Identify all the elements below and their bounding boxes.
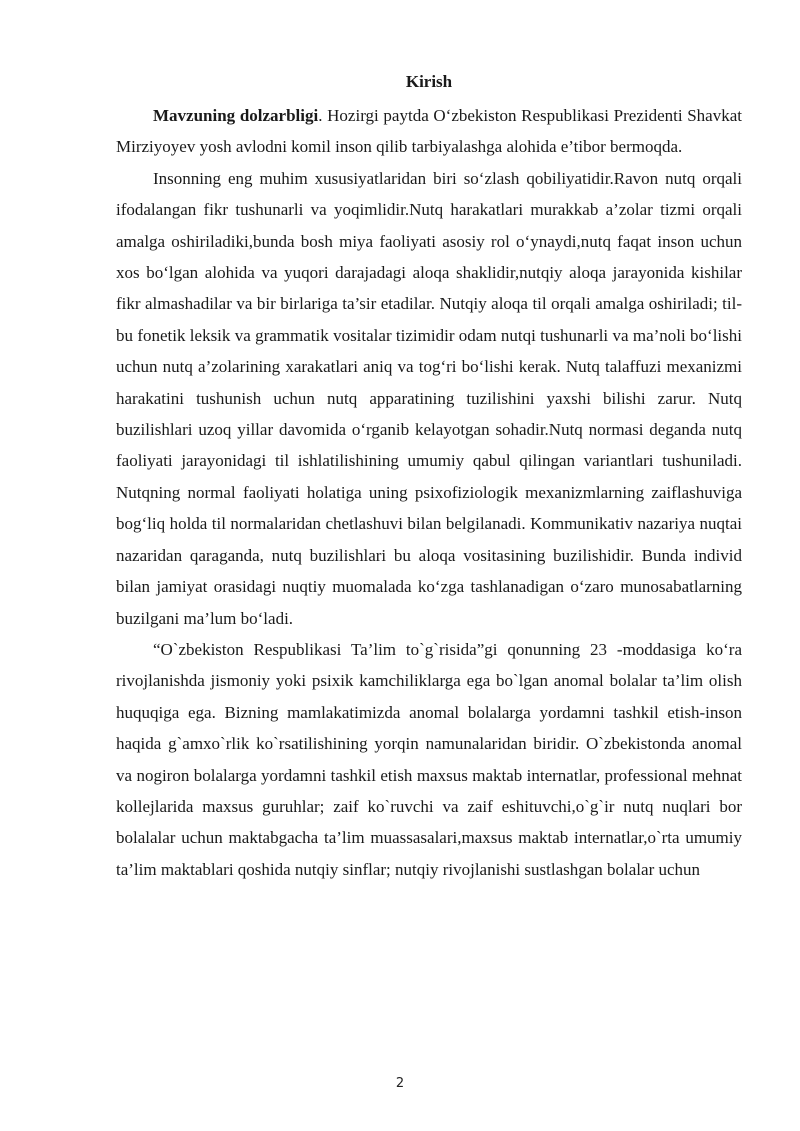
paragraph-text: “O`zbekiston Respublikasi Ta’lim to`g`risida”gi qonunning 23 -moddasiga ko‘ra rivojlanishda jismoniy yoki psixik kamchiliklarga ega bo`lgan anomal bolalar ta’lim olish huquqiga ega. Bizning mamlakatimizda anomal bolalarga yordamni tashkil etish-inson haqida g`amxo`rlik ko`rsatilishining yorqin namunalaridan biridir. O`zbekistonda anomal va nogiron bolalarga yordamni tashkil etish maxsus maktab internatlar, professional mehnat kollejlarida maxsus guruhlar; zaif ko`ruvchi va zaif eshituvchi,o`g`ir nutq nuqlari bor bolalalar uchun maktabgacha ta’lim muassasalari,maxsus maktab internatlar,o`rta umumiy ta’lim maktablari qoshida nutqiy sinflar; nutqiy rivojlanishi sustlashgan bolalar uchun [116, 639, 742, 879]
page-body [116, 72, 742, 885]
paragraph-lead-heading: Mavzuning dolzarbligi [153, 106, 319, 125]
paragraph-speech [116, 163, 742, 634]
paragraph-law [116, 634, 742, 885]
paragraph-text: Insonning eng muhim xususiyatlaridan biri so‘zlash qobiliyatidir.Ravon nutq orqali ifodalangan fikr tushunarli va yoqimlidir.Nutq harakatlari murakkab a’zolar tizmi orqali amalga oshiriladiki,bunda bosh miya faoliyati asosiy rol o‘ynaydi,nutq faqat inson uchun xos bo‘lgan alohida va yuqori darajadagi aloqa shaklidir,nutqiy aloqa jarayonida kishilar fikr almashadilar va bir birlariga ta’sir etadilar. Nutqiy aloqa til orqali amalga oshiriladi; til-bu fonetik leksik va grammatik vositalar tizimidir odam nutqi tushunarli va ma’noli bo‘lishi uchun nutq a’zolarining xarakatlari aniq va tog‘ri bo‘lishi kerak. Nutq talaffuzi mexanizmi harakatini tushunish uchun nutq apparatining tuzilishini yaxshi bilishi zarur. Nutq buzilishlari uzoq yillar davomida o‘rganib kelayotgan sohadir.Nutq normasi deganda nutq faoliyati jarayonidagi til ishlatilishining umumiy qabul qilingan variantlari tushuniladi. Nutqning normal faoliyati holatiga uning psixofiziologik mexanizmlarning zaiflashuviga bog‘liq holda til normalaridan chetlashuvi bilan belgilanadi. Kommunikativ nazariya nuqtai nazaridan qaraganda, nutq buzilishlari bu aloqa vositasining buzilishidir. Bunda individ bilan jamiyat orasidagi nuqtiy muomalada ko‘zga tashlanadigan o‘zaro munosabatlarning buzilgani ma’lum bo‘ladi. [116, 168, 742, 628]
page-number: 2 [395, 1076, 405, 1091]
paragraph-text: . Hozirgi paytda O‘zbekiston Respublikasi Prezidenti Shavkat Mirziyoyev yosh avlodni komil inson qilib tarbiyalashga alohida e’tibor bermoqda. [116, 106, 742, 157]
page-title: Kirish [405, 72, 453, 91]
paragraph-relevance [116, 100, 742, 163]
